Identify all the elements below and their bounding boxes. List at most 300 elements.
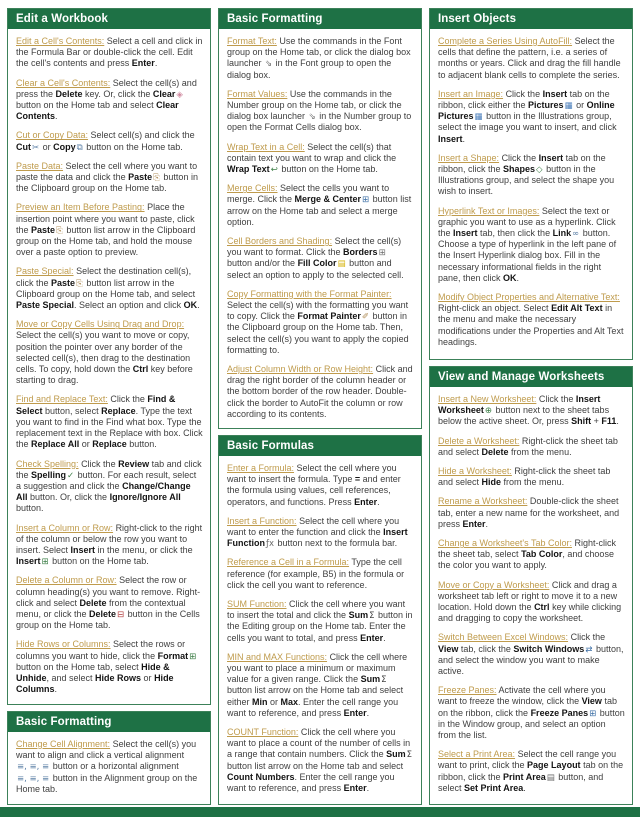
tip-text: button next to the sheet tabs below the active sheet. Or, press bbox=[438, 405, 610, 427]
tip-title-link[interactable]: Merge Cells: bbox=[227, 183, 278, 194]
tip-title-link[interactable]: Move or Copy Cells Using Drag and Drop: bbox=[16, 319, 185, 330]
insert-cells-icon: ⊞ bbox=[41, 557, 49, 568]
tip bbox=[438, 749, 625, 794]
tip-text: Select cell(s) and click the bbox=[90, 130, 195, 141]
tip-title-link[interactable]: Modify Object Properties and Alternative Text: bbox=[438, 292, 620, 303]
tip bbox=[16, 319, 203, 386]
tip-title-link[interactable]: Hyperlink Text or Images: bbox=[438, 205, 540, 216]
tip bbox=[227, 727, 414, 794]
tip-text: Click the cell where you want to insert the total and click the bbox=[227, 599, 406, 621]
tip-bold-text: Shapes bbox=[503, 164, 536, 175]
tip-text: . bbox=[366, 707, 370, 718]
tip-bold-text: Wrap Text bbox=[227, 164, 270, 175]
tip-text: Select the cell where you want to insert the formula. Type bbox=[227, 463, 397, 485]
section-body bbox=[430, 387, 632, 804]
tip bbox=[438, 89, 625, 145]
tip-text: and enter the formula using values, cell references, operators, and functions. Press bbox=[227, 474, 401, 507]
section-view-and-manage-worksheets bbox=[429, 366, 633, 805]
tip-bold-text: Hide Rows bbox=[95, 672, 142, 683]
tip-bold-text: F11 bbox=[601, 416, 617, 427]
tip bbox=[227, 463, 414, 508]
tip-bold-text: Hide Columns bbox=[16, 672, 174, 695]
tip-text: Click the bbox=[538, 394, 576, 404]
tip-text: button list arrow on the Home tab and select a merge option. bbox=[227, 194, 412, 227]
tip bbox=[438, 394, 625, 428]
tip-text: button. For each result, select a suggestion and click the bbox=[16, 469, 197, 491]
tip-bold-text: Max bbox=[280, 696, 299, 707]
format-cells-icon: ⊞ bbox=[189, 651, 197, 662]
tip-title-link[interactable]: Insert a Shape: bbox=[438, 152, 500, 163]
tip-text: Select the rows or columns you want to hide, click the bbox=[16, 639, 186, 661]
tip bbox=[227, 557, 414, 591]
tip-text: tab on the ribbon, click the bbox=[438, 152, 606, 175]
tip-bold-text: Fill Color bbox=[297, 258, 337, 269]
tip-text: . bbox=[383, 632, 386, 643]
section-basic-formatting bbox=[218, 8, 422, 429]
tip-text: Use the commands in the Number group on the Home tab, or click the dialog box launcher bbox=[227, 88, 402, 122]
paste-clipboard-icon: ⎘ bbox=[153, 173, 160, 184]
tip-title-link[interactable]: Freeze Panes: bbox=[438, 685, 497, 696]
tip-bold-text: Link bbox=[552, 228, 572, 239]
section-header: Insert Objects bbox=[430, 9, 632, 29]
tip-text: button on the Home tab. bbox=[49, 556, 149, 567]
tip bbox=[438, 153, 625, 198]
section-edit-a-workbook bbox=[7, 8, 211, 705]
spelling-check-icon: ✓ bbox=[67, 470, 75, 481]
tip-bold-text: Edit Alt Text bbox=[551, 303, 603, 314]
tip bbox=[438, 632, 625, 677]
tip-text: button in the Editing group on the Home tab. Enter the cells you want to total, and press bbox=[227, 610, 413, 643]
tip-bold-text: Merge & Center bbox=[294, 194, 362, 205]
tip-text: . Select an option and click bbox=[74, 300, 184, 311]
tip bbox=[16, 266, 203, 311]
tip-bold-text: Sum bbox=[386, 749, 406, 760]
tip bbox=[438, 538, 625, 572]
tip-title-link[interactable]: Paste Data: bbox=[16, 160, 64, 171]
shapes-icon: ◇ bbox=[536, 165, 543, 176]
tip-text: key before starting to drag. bbox=[16, 364, 193, 386]
tip bbox=[438, 36, 625, 81]
tip-bold-text: Enter bbox=[462, 518, 486, 529]
tip-title-link[interactable]: Hide a Worksheet: bbox=[438, 466, 512, 477]
tip-text: Click the cell where you want to place a count of the number of cells in a range that contain numbers. Click the bbox=[227, 727, 411, 760]
tip-text: button, and select bbox=[438, 771, 604, 793]
tip-bold-text: Shift bbox=[571, 416, 592, 427]
tip-title-link[interactable]: Rename a Worksheet: bbox=[438, 496, 528, 507]
tip-text: Click and drag a worksheet tab left or right to move it to a new location. Hold down the bbox=[438, 579, 618, 613]
tip-text: . bbox=[462, 133, 466, 144]
tip-bold-text: Insert bbox=[538, 152, 564, 163]
tip-title-link[interactable]: Preview an Item Before Pasting: bbox=[16, 202, 145, 213]
reference-card bbox=[7, 8, 633, 805]
section-body bbox=[8, 732, 210, 804]
tip-bold-text: Paste bbox=[128, 172, 153, 183]
tip-text: key. Or, click the bbox=[82, 88, 153, 99]
tip bbox=[227, 289, 414, 356]
tip-text: button, and select the window you want to make active. bbox=[438, 643, 624, 677]
online-pictures-icon: ▦ bbox=[474, 112, 483, 123]
tip-text: button in the Window group, and select an option from the list. bbox=[438, 707, 625, 741]
tip-text: button list arrow in the Clipboard group on the Home tab, and hold the mouse over a paste option to preview. bbox=[16, 224, 196, 258]
tip-title-link[interactable]: Cell Borders and Shading: bbox=[227, 236, 333, 247]
tip-text: Select the row or column heading(s) you want to remove. Right-click and select bbox=[16, 575, 201, 608]
tip-text: button on the Home tab and select bbox=[16, 100, 157, 111]
tip-text: . bbox=[485, 518, 489, 529]
tip-bold-text: Borders bbox=[343, 247, 378, 258]
tip-bold-text: Sum bbox=[348, 610, 369, 621]
copy-icon: ⧉ bbox=[76, 142, 83, 153]
tip-bold-text: Sum bbox=[360, 674, 381, 685]
tip-text: key while clicking and dragging to copy the worksheet. bbox=[438, 602, 622, 624]
tip-bold-text: Review bbox=[118, 458, 150, 469]
tip-bold-text: Replace All bbox=[31, 439, 80, 450]
tip-bold-text: Insert bbox=[453, 228, 478, 239]
tip-bold-text: Copy bbox=[53, 141, 76, 152]
tip-title-link[interactable]: Check Spelling: bbox=[16, 458, 79, 469]
tip-bold-text: Insert Worksheet bbox=[438, 394, 601, 416]
section-body bbox=[219, 29, 421, 428]
tip bbox=[227, 36, 414, 81]
tip-bold-text: View bbox=[581, 696, 602, 707]
tip-bold-text: Delete bbox=[89, 608, 117, 619]
tip-title-link[interactable]: Format Text: bbox=[227, 36, 277, 46]
paste-clipboard-icon: ⎘ bbox=[76, 278, 83, 289]
tip bbox=[438, 685, 625, 741]
tip bbox=[227, 516, 414, 550]
tip-bold-text: Hide bbox=[481, 477, 502, 488]
tip-text: . Enter the cell range you want to reference, and press bbox=[227, 696, 399, 718]
tip bbox=[227, 183, 414, 228]
clear-eraser-icon: ◈ bbox=[176, 89, 183, 100]
tip bbox=[227, 599, 414, 644]
tip-text: Select the cells that define the pattern, i.e. a series of months or years. Click and drag the fill handle to adjacent blank cells to complete the series. bbox=[438, 36, 621, 80]
tip-title-link[interactable]: Switch Between Excel Windows: bbox=[438, 632, 569, 643]
tip-bold-text: OK bbox=[503, 272, 517, 283]
tip-text: button list arrow on the Home tab and select either bbox=[227, 685, 404, 707]
tip bbox=[16, 161, 203, 195]
tip-bold-text: View bbox=[438, 643, 459, 654]
tip bbox=[16, 202, 203, 258]
tip-text: or bbox=[79, 439, 93, 450]
section-header: Edit a Workbook bbox=[8, 9, 210, 29]
tip-text: Activate the cell where you want to freeze the window, click the bbox=[438, 685, 606, 707]
tip-text: button in the Cells group on the Home tab. bbox=[16, 608, 200, 631]
tip-bold-text: Delete bbox=[55, 88, 83, 99]
tip-text: Select the cell where you want to enter the function and click the bbox=[227, 515, 400, 538]
tip-bold-text: Clear Contents bbox=[16, 100, 179, 122]
tip bbox=[438, 206, 625, 284]
sum-sigma-icon: Σ bbox=[381, 675, 387, 686]
tip-text: in the menu, or click the bbox=[95, 544, 193, 555]
tip-text: Select the cell range you want to print, click the bbox=[438, 749, 617, 771]
tip-text: tab, click the bbox=[458, 643, 514, 654]
section-basic-formatting bbox=[7, 711, 211, 805]
tip-bold-text: Clear bbox=[152, 88, 176, 99]
tip-text: Click the cell where you want to place a minimum or maximum value for a given range. Click the bbox=[227, 651, 408, 685]
tip-text: tab, then click the bbox=[477, 228, 553, 239]
tip-title-link[interactable]: Move or Copy a Worksheet: bbox=[438, 579, 550, 590]
tip-text: . bbox=[154, 58, 158, 69]
tip-title-link[interactable]: Delete a Column or Row: bbox=[16, 575, 117, 586]
tip bbox=[16, 36, 203, 70]
tip-bold-text: Find & Select bbox=[16, 394, 176, 416]
tip-bold-text: Pictures bbox=[528, 100, 564, 111]
tip-text: button and select an option to apply to the selected cell. bbox=[227, 258, 404, 280]
tip-bold-text: Delete bbox=[481, 446, 509, 457]
tip-text: tab on the ribbon, click the bbox=[438, 760, 624, 782]
tip-bold-text: Change/Change All bbox=[16, 480, 191, 503]
tip-bold-text: = bbox=[354, 474, 361, 485]
section-header: View and Manage Worksheets bbox=[430, 367, 632, 387]
tip-text: or bbox=[267, 696, 281, 707]
tip bbox=[16, 639, 203, 695]
tip-text: Use the commands in the Font group on the Home tab, or click the dialog box launcher bbox=[227, 36, 411, 69]
tip bbox=[227, 364, 414, 420]
footer-bar bbox=[0, 807, 640, 817]
column-1 bbox=[7, 8, 211, 805]
freeze-panes-icon: ⊞ bbox=[589, 708, 597, 719]
tip-text: button on the Home tab, select bbox=[16, 661, 142, 672]
sum-sigma-icon: Σ bbox=[369, 611, 375, 622]
tip-text: . bbox=[54, 684, 58, 695]
tip-bold-text: Enter bbox=[354, 496, 378, 507]
section-body bbox=[8, 29, 210, 704]
tip-title-link[interactable]: SUM Function: bbox=[227, 599, 287, 610]
tip-text: Select the cell(s) with the formatting you want to copy. Click the bbox=[227, 300, 409, 322]
merge-center-icon: ⊞ bbox=[362, 195, 370, 206]
tip-bold-text: Enter bbox=[360, 632, 384, 643]
tip-text: + bbox=[591, 416, 602, 427]
tip-text: Type the cell reference (for example, B5) in the formula or click the cell you want to reference. bbox=[227, 557, 405, 590]
tip-text: Right-click the sheet tab and select bbox=[438, 435, 618, 457]
tip-title-link[interactable]: Complete a Series Using AutoFill: bbox=[438, 36, 573, 46]
tip-text: button or a horizontal alignment bbox=[50, 761, 179, 772]
tip-text: Select the cell(s) that contain text you want to wrap and click the bbox=[227, 141, 397, 163]
tip-bold-text: Enter bbox=[131, 58, 155, 69]
sum-sigma-icon: Σ bbox=[406, 750, 412, 761]
tip-bold-text: Ctrl bbox=[132, 364, 149, 375]
section-header: Basic Formulas bbox=[219, 436, 421, 456]
insert-worksheet-plus-icon: ⊕ bbox=[484, 406, 492, 417]
print-area-icon: ▤ bbox=[546, 772, 555, 783]
tip-text: . bbox=[523, 782, 526, 793]
section-header: Basic Formatting bbox=[8, 712, 210, 732]
tip-title-link[interactable]: Change Cell Alignment: bbox=[16, 739, 111, 749]
tip-bold-text: Paste Special bbox=[16, 300, 75, 311]
tip-title-link[interactable]: Adjust Column Width or Row Height: bbox=[227, 364, 374, 375]
tip-text: , and select bbox=[46, 672, 96, 683]
tip-title-link[interactable]: Clear a Cell's Contents: bbox=[16, 77, 111, 88]
tip-bold-text: Format bbox=[157, 650, 189, 661]
tip-bold-text: Enter bbox=[343, 783, 367, 794]
tip-bold-text: Enter bbox=[343, 707, 367, 718]
tip-text: Select the cell(s) you want to move or copy, position the pointer over any border of the selected cell(s), then drag to the destination cells. To copy, hold down the bbox=[16, 330, 191, 375]
tip-text: button. Or, click the bbox=[27, 492, 110, 503]
tip-title-link[interactable]: Insert an Image: bbox=[438, 88, 504, 99]
wrap-text-icon: ↩ bbox=[270, 165, 278, 176]
tip bbox=[438, 466, 625, 488]
tip-text: Click and drag the right border of the column header or the bottom border of the row header. Double-click the border to AutoFit the column or row according to its contents. bbox=[227, 364, 413, 419]
pictures-icon: ▦ bbox=[564, 101, 573, 112]
tip-title-link[interactable]: Select a Print Area: bbox=[438, 749, 516, 760]
tip-bold-text: Ignore/Ignore All bbox=[109, 492, 181, 503]
tip-text: tab on the ribbon, click the bbox=[438, 696, 617, 718]
tip-text: Click the bbox=[81, 458, 119, 469]
tip-bold-text: Format Painter bbox=[297, 311, 361, 322]
tip-title-link[interactable]: Find and Replace Text: bbox=[16, 394, 108, 405]
dialog-launcher-icon: ⇘ bbox=[265, 59, 273, 70]
tip-text: Select the cell(s) and press the bbox=[16, 77, 197, 99]
tip-bold-text: Paste bbox=[51, 277, 76, 288]
tip-text: button. bbox=[16, 503, 44, 514]
tip-text: , and choose the color you want to apply. bbox=[438, 549, 614, 571]
tip-bold-text: OK bbox=[183, 300, 198, 311]
tip-title-link[interactable]: Change a Worksheet's Tab Color: bbox=[438, 538, 572, 549]
tip-text: or bbox=[40, 141, 54, 152]
tip-title-link[interactable]: Enter a Formula: bbox=[227, 463, 295, 473]
tip-title-link[interactable]: Insert a New Worksheet: bbox=[438, 394, 537, 404]
tip-title-link[interactable]: Reference a Cell in a Formula: bbox=[227, 557, 350, 568]
tip-bold-text: Insert bbox=[438, 133, 463, 144]
tip-text: button in the Clipboard group on the Home tab. bbox=[16, 172, 198, 194]
tip-title-link[interactable]: COUNT Function: bbox=[227, 727, 299, 738]
tip-text: . bbox=[197, 300, 200, 311]
tip-text: . Type the text you want to find in the Find what box. Type the replacement text in the Replace with box. Click the bbox=[16, 405, 203, 450]
tip-title-link[interactable]: Copy Formatting with the Format Painter: bbox=[227, 288, 392, 299]
tip-text: . bbox=[55, 111, 58, 122]
dialog-launcher-icon: ⇘ bbox=[308, 112, 316, 123]
tip bbox=[227, 89, 414, 134]
tip bbox=[227, 652, 414, 719]
tip-bold-text: Replace bbox=[101, 405, 136, 416]
tip-text: Double-click the sheet tab, enter a new name for the worksheet, and press bbox=[438, 496, 620, 529]
switch-windows-icon: ⇄ bbox=[585, 644, 593, 655]
tip-title-link[interactable]: Format Values: bbox=[227, 88, 288, 99]
tip-text: button in the Alignment group on the Home tab. bbox=[16, 772, 198, 794]
tip bbox=[438, 436, 625, 458]
link-icon: ∞ bbox=[572, 229, 580, 240]
tip-text: button, select bbox=[42, 405, 102, 416]
tip-bold-text: Delete bbox=[79, 597, 107, 608]
tip-text: Select the cell(s) you want to align and click a vertical alignment bbox=[16, 739, 197, 761]
tip-title-link[interactable]: Insert a Column or Row: bbox=[16, 522, 114, 533]
tip-title-link[interactable]: Edit a Cell's Contents: bbox=[16, 36, 105, 46]
tip bbox=[16, 130, 203, 152]
tip bbox=[16, 575, 203, 631]
paste-clipboard-icon: ⎘ bbox=[56, 225, 63, 236]
tip-text: from the menu. bbox=[501, 477, 565, 488]
column-2 bbox=[218, 8, 422, 805]
tip bbox=[438, 292, 625, 348]
tip bbox=[438, 580, 625, 625]
tip-text: Click the bbox=[110, 394, 148, 405]
tip-text: . bbox=[366, 783, 370, 794]
tip-text: Click the bbox=[505, 88, 543, 99]
tip-title-link[interactable]: Paste Special: bbox=[16, 266, 74, 277]
tip-text: button on the Home tab. bbox=[278, 164, 378, 175]
tip-title-link[interactable]: Delete a Worksheet: bbox=[438, 435, 520, 446]
tip-text: in the Font group to open the dialog box. bbox=[227, 58, 392, 80]
tip bbox=[16, 523, 203, 568]
tip-text: Select the cell where you want to paste the data and click the bbox=[16, 160, 198, 183]
tip-title-link[interactable]: Insert a Function: bbox=[227, 515, 297, 526]
tip-bold-text: Insert bbox=[16, 556, 41, 567]
section-insert-objects bbox=[429, 8, 633, 360]
tip-text: button in the Illustrations group, select the image you want to insert, and click bbox=[438, 111, 617, 133]
tip-text: in the Number group to open the Format Cells dialog box. bbox=[227, 111, 412, 133]
tip-bold-text: Online Pictures bbox=[438, 100, 615, 122]
tip-text: button in the Clipboard group on the Home tab. Then, select the cell(s) you want to apply the copied formatting to. bbox=[227, 311, 409, 355]
tip-bold-text: Paste bbox=[31, 224, 56, 235]
tip-text: Click the bbox=[570, 632, 606, 643]
tip-bold-text: Cut bbox=[16, 141, 31, 152]
tip-title-link[interactable]: Cut or Copy Data: bbox=[16, 130, 89, 141]
tip bbox=[16, 459, 203, 515]
fill-color-icon: ▤ bbox=[337, 259, 346, 270]
tip-bold-text: Min bbox=[252, 696, 268, 707]
tip-text: in the menu and make the necessary modifications under the Properties and Alt Text headings. bbox=[438, 303, 624, 347]
tip-text: or bbox=[141, 672, 155, 683]
tip-bold-text: Print Area bbox=[503, 771, 546, 782]
tip-bold-text: Page Layout bbox=[527, 760, 581, 771]
tip-text: button and/or the bbox=[227, 258, 298, 269]
tip-text: button on the Home tab. bbox=[83, 141, 183, 152]
tip-text: Select a cell and click in the Formula Bar or double-click the cell. Edit the cell's contents and press bbox=[16, 36, 203, 69]
tip bbox=[438, 496, 625, 530]
tip-text: from the contextual menu, or click the bbox=[16, 597, 186, 619]
tip-text: or bbox=[573, 100, 587, 111]
borders-icon: ⊞ bbox=[378, 248, 386, 259]
tip bbox=[16, 394, 203, 450]
tip-text: Right-click to the right of the column or below the row you want to insert. Select bbox=[16, 522, 203, 555]
tip-bold-text: Replace bbox=[92, 439, 127, 450]
format-painter-icon: ✐ bbox=[361, 312, 370, 323]
tip-bold-text: Hide & Unhide bbox=[16, 661, 170, 683]
tip-bold-text: Switch Windows bbox=[513, 643, 585, 654]
tip-title-link[interactable]: Wrap Text in a Cell: bbox=[227, 141, 305, 152]
tip-text: Right-click the sheet tab and select bbox=[438, 466, 611, 488]
tip-bold-text: Ctrl bbox=[534, 602, 550, 613]
tip bbox=[227, 142, 414, 176]
tip-text: button list arrow on the Home tab and select bbox=[227, 760, 404, 771]
column-3 bbox=[429, 8, 633, 805]
insert-function-icon: ƒx bbox=[266, 539, 275, 550]
tip-bold-text: Count Numbers bbox=[227, 771, 295, 782]
cut-scissors-icon: ✂ bbox=[32, 142, 40, 153]
tip-bold-text: Insert bbox=[542, 88, 568, 99]
vertical-align-icons: ≡, ≡, ≡ bbox=[17, 762, 50, 773]
tip-bold-text: Freeze Panes bbox=[530, 707, 589, 718]
tip-text: . Enter the cell range you want to reference, and press bbox=[227, 771, 395, 794]
tip bbox=[16, 739, 203, 795]
tip-title-link[interactable]: MIN and MAX Functions: bbox=[227, 651, 328, 662]
tip-title-link[interactable]: Hide Rows or Columns: bbox=[16, 639, 111, 650]
tip-text: . bbox=[616, 416, 619, 427]
tip-text: Select the text or graphic you want to use as a hyperlink. Click the bbox=[438, 205, 616, 239]
section-body bbox=[430, 29, 632, 359]
tip bbox=[16, 78, 203, 123]
tip-text: tab and click the bbox=[16, 458, 202, 480]
tip-text: . bbox=[516, 272, 520, 283]
section-header: Basic Formatting bbox=[219, 9, 421, 29]
tip-text: button list arrow in the Clipboard group on the Home tab, and select bbox=[16, 277, 196, 299]
delete-cells-icon: ⊟ bbox=[117, 609, 125, 620]
tip-bold-text: Set Print Area bbox=[464, 782, 524, 793]
tip-text: button. bbox=[126, 439, 157, 450]
tip-text: tab on the ribbon, click either the bbox=[438, 88, 610, 111]
tip-bold-text: Insert bbox=[70, 544, 96, 555]
tip-text: button next to the formula bar. bbox=[275, 538, 398, 549]
